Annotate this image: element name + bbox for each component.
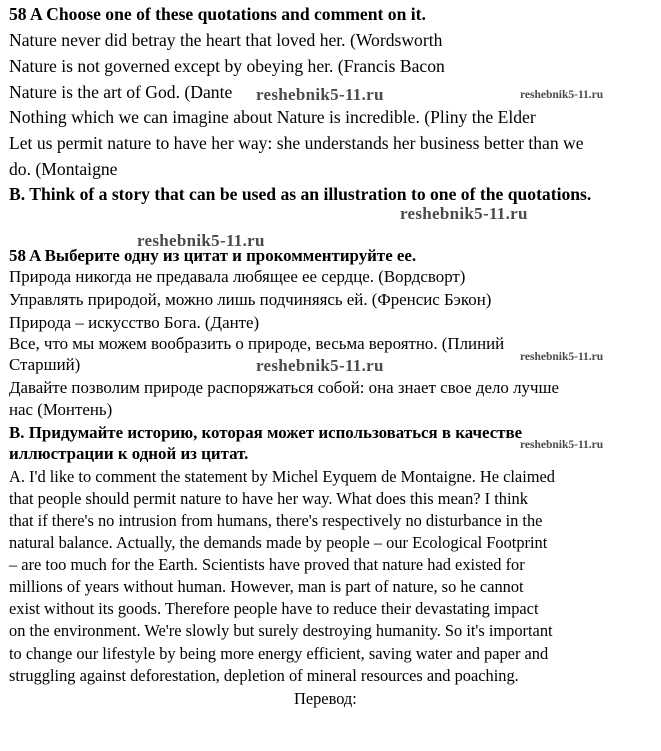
answer-line: exist without its goods. Therefore people have to reduce their devastating impact (9, 599, 539, 618)
russian-task-b-heading-line1: B. Придумайте историю, которая может использоваться в качестве (9, 423, 523, 442)
russian-quote-bacon: Управлять природой, можно лишь подчиняясь ей. (Френсис Бэкон) (9, 290, 492, 309)
watermark: reshebnik5-11.ru (520, 351, 604, 363)
answer-line: that if there's no intrusion from humans, there's respectively no disturbance in the (9, 511, 543, 530)
russian-task-a-heading: 58 A Выберите одну из цитат и прокомментируйте ее. (9, 246, 417, 265)
english-quote-wordsworth: Nature never did betray the heart that loved her. (Wordsworth (9, 30, 443, 50)
answer-line: struggling against deforestation, depletion of mineral resources and poaching. (9, 666, 519, 685)
watermark: reshebnik5-11.ru (256, 85, 384, 104)
russian-quote-wordsworth: Природа никогда не предавала любящее ее сердце. (Вордсворт) (9, 267, 466, 286)
answer-line: millions of years without human. However, man is part of nature, so he cannot (9, 577, 524, 596)
english-quote-bacon: Nature is not governed except by obeying her. (Francis Bacon (9, 56, 445, 76)
watermark: reshebnik5-11.ru (520, 439, 604, 451)
answer-line: natural balance. Actually, the demands made by people – our Ecological Footprint (9, 533, 548, 552)
russian-quote-pliny-line1: Все, что мы можем вообразить о природе, весьма вероятно. (Плиний (9, 334, 505, 353)
english-quote-dante: Nature is the art of God. (Dante (9, 82, 233, 102)
watermark: reshebnik5-11.ru (137, 231, 265, 250)
english-task-b-heading: B. Think of a story that can be used as an illustration to one of the quotations. (9, 184, 592, 204)
translation-label: Перевод: (294, 689, 357, 708)
russian-quote-pliny-line2: Старший) (9, 355, 81, 374)
english-task-a-heading: 58 A Choose one of these quotations and comment on it. (9, 4, 426, 24)
russian-quote-montaigne-line1: Давайте позволим природе распоряжаться собой: она знает свое дело лучше (9, 378, 559, 397)
watermark: reshebnik5-11.ru (520, 89, 604, 101)
russian-quote-dante: Природа – искусство Бога. (Данте) (9, 313, 260, 332)
english-quote-montaigne-line2: do. (Montaigne (9, 159, 118, 179)
answer-line: A. I'd like to comment the statement by Michel Eyquem de Montaigne. He claimed (9, 467, 555, 486)
watermark: reshebnik5-11.ru (400, 204, 528, 223)
answer-line: that people should permit nature to have her way. What does this mean? I think (9, 489, 528, 508)
answer-line: – are too much for the Earth. Scientists have proved that nature had existed for (9, 555, 525, 574)
watermark: reshebnik5-11.ru (256, 356, 384, 375)
english-quote-pliny: Nothing which we can imagine about Nature is incredible. (Pliny the Elder (9, 107, 536, 127)
english-quote-montaigne-line1: Let us permit nature to have her way: she understands her business better than we (9, 133, 584, 153)
answer-line: to change our lifestyle by being more energy efficient, saving water and paper and (9, 644, 549, 663)
russian-task-b-heading-line2: иллюстрации к одной из цитат. (9, 444, 249, 463)
russian-quote-montaigne-line2: нас (Монтень) (9, 400, 113, 419)
answer-line: on the environment. We're slowly but surely destroying humanity. So it's important (9, 621, 553, 640)
